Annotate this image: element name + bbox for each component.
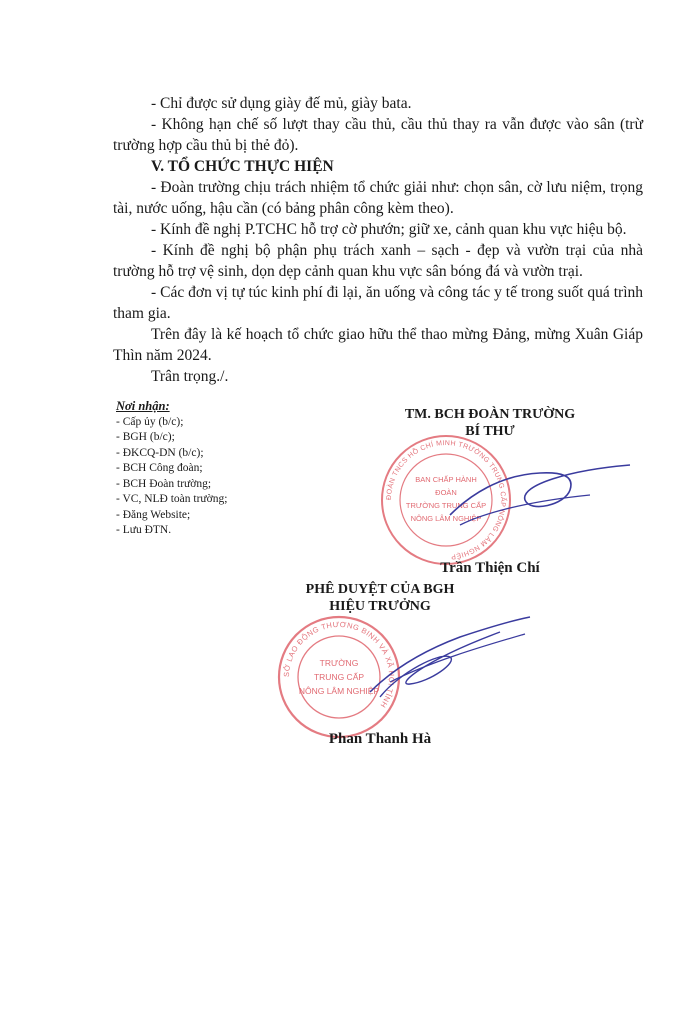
principal-stamp-text: TRƯỜNG xyxy=(319,658,359,668)
union-stamp-text: NÔNG LÂM NGHIỆP xyxy=(410,514,482,523)
section-heading-organization: V. TỔ CHỨC THỰC HIỆN xyxy=(151,158,334,175)
principal-sign-role: HIỆU TRƯỞNG xyxy=(329,599,431,614)
union-signer-name: Trần Thiện Chí xyxy=(440,560,540,576)
principal-stamp-text: TRUNG CẤP xyxy=(313,672,365,682)
union-stamp-text: TRƯỜNG TRUNG CẤP xyxy=(405,501,487,510)
recipient-item: - BCH Công đoàn; xyxy=(116,462,203,474)
recipient-item: - Lưu ĐTN. xyxy=(116,524,172,536)
recipient-item: - BCH Đoàn trường; xyxy=(116,477,212,490)
union-sign-title: TM. BCH ĐOÀN TRƯỜNG xyxy=(404,407,576,422)
principal-stamp-text: NÔNG LÂM NGHIỆP xyxy=(298,686,380,696)
principal-signer-name: Phan Thanh Hà xyxy=(328,731,432,747)
recipient-item: - Cấp ủy (b/c); xyxy=(116,415,184,428)
union-stamp-text: ĐOÀN xyxy=(435,488,457,497)
union-signature-icon xyxy=(430,455,650,545)
union-sign-role: BÍ THƯ xyxy=(465,424,515,439)
body-line-admin-support: - Kính đề nghị P.TCHC hỗ trợ cờ phướn; giữ xe, cảnh quan khu vực hiệu bộ. xyxy=(151,221,627,238)
recipients-title: Nơi nhận: xyxy=(116,399,170,413)
union-stamp-ring-text: ĐOÀN TNCS HỒ CHÍ MINH TRƯỜNG TRUNG CẤP NÔNG LÂM NGHIỆP xyxy=(385,439,507,560)
principal-signature-icon xyxy=(340,612,540,702)
body-line-union-duty: - Đoàn trường chịu trách nhiệm tổ chức giải như: chọn sân, cờ lưu niệm, trọng tài, nước uống, hậu cần (có bảng phân công kèm theo). xyxy=(113,179,643,217)
recipient-item: - Đăng Website; xyxy=(116,508,191,521)
principal-stamp-ring-text: SỞ LAO ĐỘNG THƯƠNG BINH VÀ XÃ HỘI TỈNH xyxy=(281,619,397,710)
recipient-item: - BGH (b/c); xyxy=(116,431,175,443)
recipients-block xyxy=(116,399,336,539)
principal-sign-header xyxy=(280,581,480,615)
body-line-shoes: - Chỉ được sử dụng giày đế mủ, giày bata. xyxy=(151,95,412,112)
body-line-substitution: - Không hạn chế số lượt thay cầu thủ, cầu thủ thay ra vẫn được vào sân (trừ trường hợp cầu thủ bị thẻ đỏ). xyxy=(113,116,643,154)
principal-sign-title: PHÊ DUYỆT CỦA BGH xyxy=(305,582,455,597)
recipient-item: - VC, NLĐ toàn trường; xyxy=(116,493,228,505)
body-line-expenses: - Các đơn vị tự túc kinh phí đi lại, ăn uống và công tác y tế trong suốt quá trình tham gia. xyxy=(113,284,643,322)
recipient-item: - ĐKCQ-DN (b/c); xyxy=(116,446,204,459)
union-stamp-text: BAN CHẤP HÀNH xyxy=(415,475,477,484)
body-line-cleaning: - Kính đề nghị bộ phận phụ trách xanh – sạch - đẹp và vườn trại của nhà trường hỗ trợ vệ sinh, dọn dẹp cảnh quan khu vực sân bóng đá và vườn trại. xyxy=(113,242,643,280)
body-line-regards: Trân trọng./. xyxy=(151,368,229,385)
body-line-closing: Trên đây là kế hoạch tổ chức giao hữu thể thao mừng Đảng, mừng Xuân Giáp Thìn năm 2024. xyxy=(113,326,643,364)
body-text xyxy=(113,93,643,387)
